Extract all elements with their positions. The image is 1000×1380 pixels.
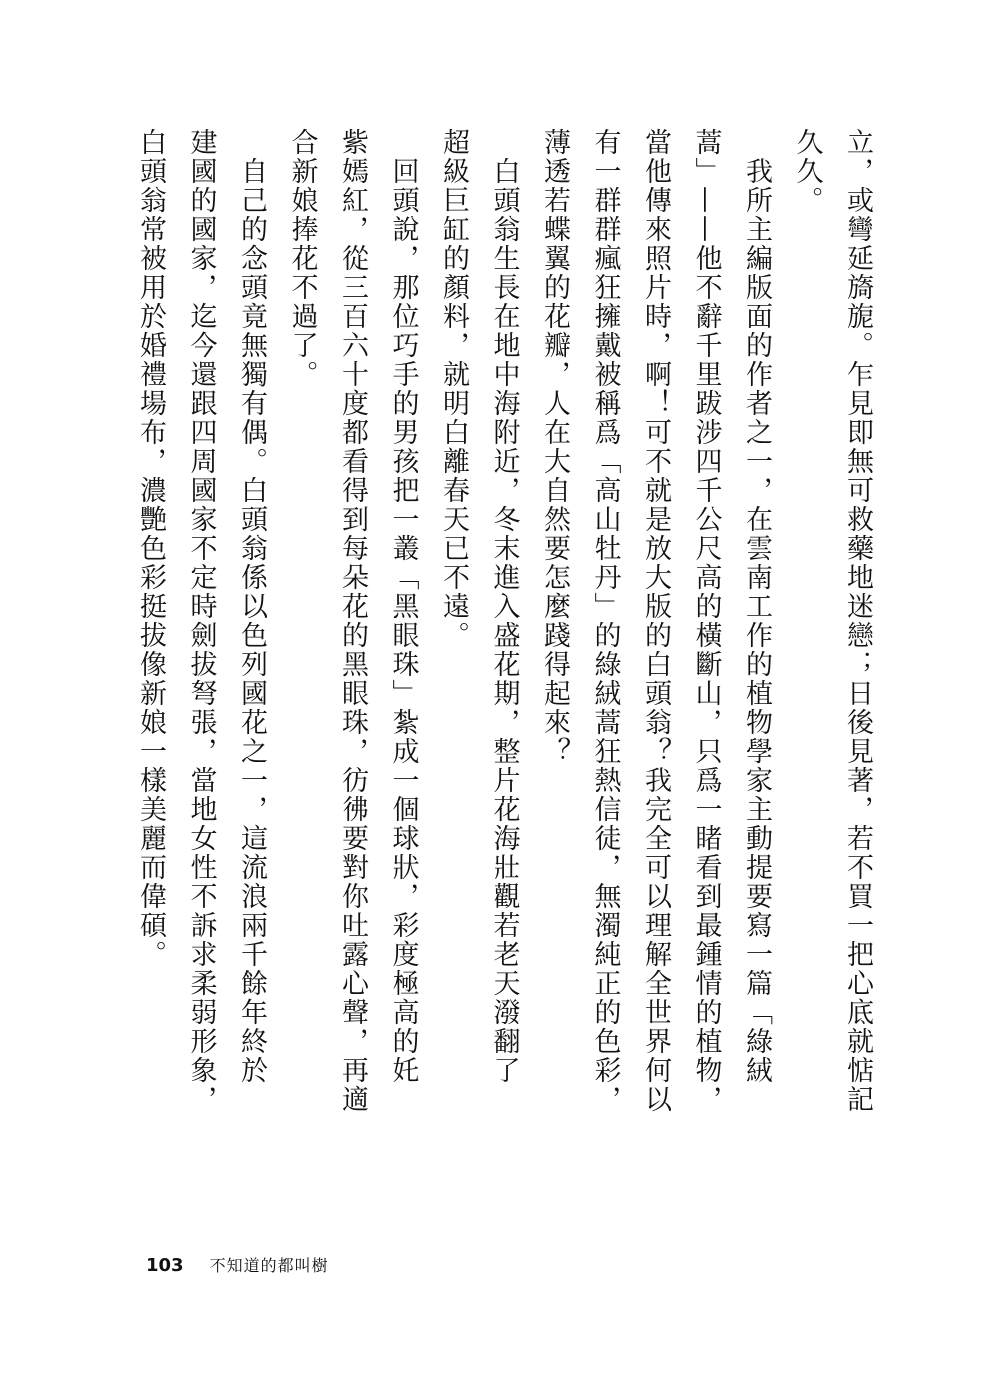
text-column-15: 白頭翁常被用於婚禮場布，濃艷色彩挺拔像新娘一樣美麗而偉碩。	[135, 128, 166, 969]
text-column-9: 超級巨缸的顏料，就明白離春天已不遠。	[438, 128, 469, 650]
text-column-12: 合新娘捧花不過了。	[286, 128, 318, 389]
text-column-8: 白頭翁生長在地中海附近，冬末進入盛花期，整片花海壯觀若老天潑翻了	[488, 128, 520, 1085]
text-column-5: 當他傳來照片時，啊！可不就是放大版的白頭翁？我完全可以理解全世界何以	[640, 128, 671, 1114]
text-column-7: 薄透若蝶翼的花瓣，人在大自然要怎麼踐得起來？	[539, 128, 570, 766]
text-column-2: 久久。	[791, 128, 823, 215]
page-footer	[146, 1253, 329, 1276]
text-column-3: 我所主編版面的作者之一，在雲南工作的植物學家主動提要寫一篇「綠絨	[741, 128, 772, 1085]
text-column-13: 自己的念頭竟無獨有偶。白頭翁係以色列國花之一，這流浪兩千餘年終於	[236, 128, 267, 1085]
text-column-4: 蒿」——他不辭千里跋涉四千公尺高的橫斷山，只爲一睹看到最鍾情的植物，	[690, 128, 722, 1114]
text-column-1: 立，或彎延旖旎。乍見即無可救藥地迷戀；日後見著，若不買一把心底就惦記	[842, 128, 873, 1114]
page-number: 103	[146, 1255, 184, 1276]
vertical-text-body	[135, 128, 882, 1114]
text-column-6: 有一群群瘋狂擁戴被稱爲「高山牡丹」的綠絨蒿狂熱信徒，無濁純正的色彩，	[589, 128, 621, 1114]
text-column-14: 建國的國家，迄今還跟四周國家不定時劍拔弩張，當地女性不訴求柔弱形象，	[185, 128, 217, 1114]
running-title: 不知道的都叫樹	[209, 1256, 329, 1275]
text-column-10: 回頭說，那位巧手的男孩把一叢「黑眼珠」紮成一個球狀，彩度極高的奼	[387, 128, 419, 1085]
text-column-11: 紫嫣紅，從三百六十度都看得到每朵花的黑眼珠，彷彿要對你吐露心聲，再適	[337, 128, 368, 1114]
